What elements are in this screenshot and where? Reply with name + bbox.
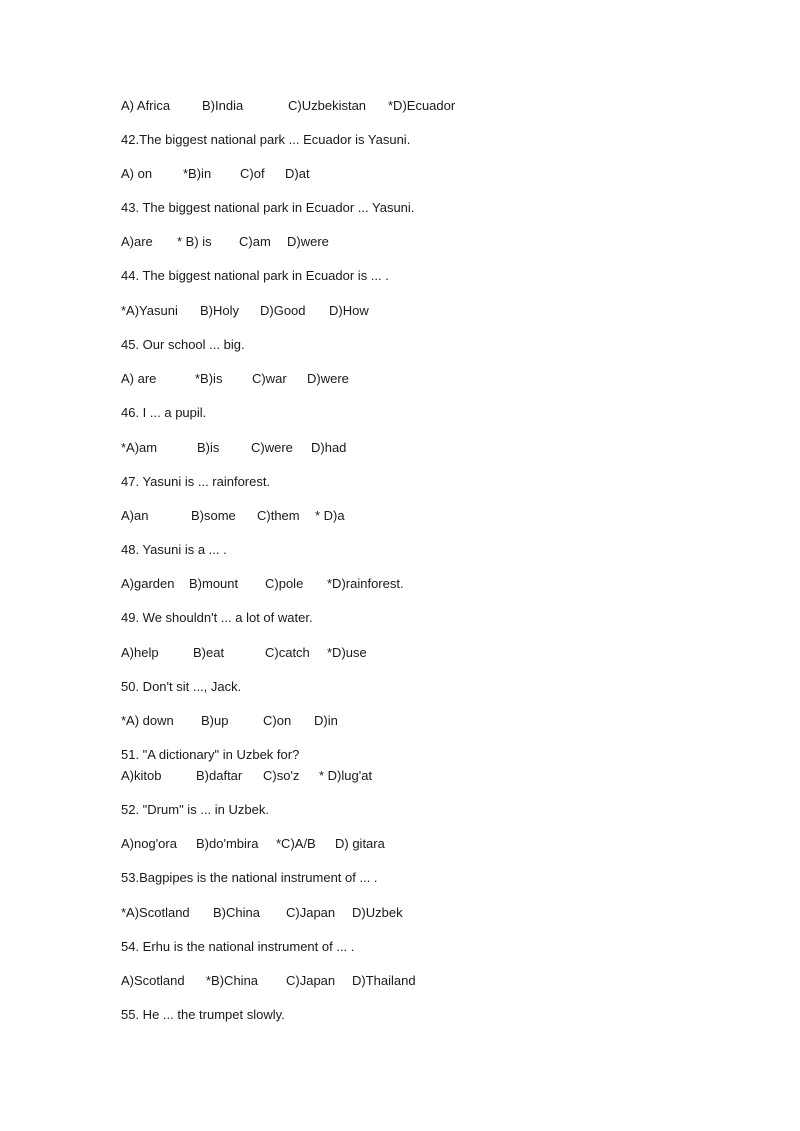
answer-option: *D)Ecuador	[388, 98, 456, 113]
answer-option: C)them	[257, 508, 300, 523]
answer-option: C)pole	[265, 576, 304, 591]
answer-option: *B)China	[206, 973, 259, 988]
answer-option: D)were	[287, 234, 329, 249]
answer-option: B)mount	[189, 576, 239, 591]
answer-option: * D)lug'at	[319, 768, 373, 783]
answer-option: A) on	[121, 166, 153, 181]
question-text: 54. Erhu is the national instrument of ... .	[121, 939, 355, 954]
answer-option: D)had	[311, 440, 347, 455]
question-text: 43. The biggest national park in Ecuador ... Yasuni.	[121, 200, 415, 215]
question-text: 53.Bagpipes is the national instrument of ... .	[121, 870, 378, 885]
answer-option: * B) is	[177, 234, 212, 249]
answer-option: *C)A/B	[276, 836, 316, 851]
answer-option: D)Uzbek	[352, 905, 403, 920]
answer-option: C)Uzbekistan	[288, 98, 367, 113]
answer-option: B)daftar	[196, 768, 243, 783]
answer-option: B)is	[197, 440, 220, 455]
answer-option: C)Japan	[286, 905, 336, 920]
question-text: 48. Yasuni is a ... .	[121, 542, 227, 557]
answer-option: * D)a	[315, 508, 345, 523]
answer-option: D)were	[307, 371, 349, 386]
answer-option: C)were	[251, 440, 293, 455]
answer-option: B)some	[191, 508, 236, 523]
answer-option: C)Japan	[286, 973, 336, 988]
answer-option: A)Scotland	[121, 973, 185, 988]
question-text: 50. Don't sit ..., Jack.	[121, 679, 242, 694]
answer-option: *A) down	[121, 713, 174, 728]
answer-option: D)in	[314, 713, 338, 728]
answer-option: B)up	[201, 713, 229, 728]
answer-option: C)catch	[265, 645, 310, 660]
question-text: 44. The biggest national park in Ecuador is ... .	[121, 268, 389, 283]
question-text: 51. "A dictionary" in Uzbek for?	[121, 747, 300, 762]
answer-option: B)do'mbira	[196, 836, 259, 851]
answer-option: A)nog'ora	[121, 836, 177, 851]
answer-option: C)on	[263, 713, 292, 728]
question-text: 46. I ... a pupil.	[121, 405, 207, 420]
answer-option: A)help	[121, 645, 159, 660]
question-text: 49. We shouldn't ... a lot of water.	[121, 610, 313, 625]
answer-option: *A)Yasuni	[121, 303, 178, 318]
answer-option: B)India	[202, 98, 244, 113]
answer-option: C)am	[239, 234, 271, 249]
answer-option: *B)in	[183, 166, 212, 181]
question-text: 52. "Drum" is ... in Uzbek.	[121, 802, 269, 817]
answer-option: B)Holy	[200, 303, 240, 318]
answer-option: C)of	[240, 166, 265, 181]
answer-option: *A)Scotland	[121, 905, 190, 920]
answer-option: D)Good	[260, 303, 306, 318]
answer-option: D) gitara	[335, 836, 385, 851]
answer-option: A)an	[121, 508, 149, 523]
answer-option: *D)use	[327, 645, 367, 660]
answer-option: D)How	[329, 303, 369, 318]
answer-option: D)Thailand	[352, 973, 416, 988]
question-text: 45. Our school ... big.	[121, 337, 245, 352]
question-text: 42.The biggest national park ... Ecuador is Yasuni.	[121, 132, 411, 147]
answer-option: C)so'z	[263, 768, 300, 783]
answer-option: C)war	[252, 371, 287, 386]
question-text: 47. Yasuni is ... rainforest.	[121, 474, 271, 489]
question-text: 55. He ... the trumpet slowly.	[121, 1007, 285, 1022]
answer-option: A) are	[121, 371, 157, 386]
answer-option: D)at	[285, 166, 310, 181]
answer-option: *A)am	[121, 440, 158, 455]
answer-option: A)kitob	[121, 768, 162, 783]
answer-option: B)China	[213, 905, 260, 920]
answer-option: *B)is	[195, 371, 223, 386]
answer-option: B)eat	[193, 645, 225, 660]
answer-option: A)are	[121, 234, 153, 249]
answer-option: *D)rainforest.	[327, 576, 404, 591]
answer-option: A)garden	[121, 576, 175, 591]
answer-option: A) Africa	[121, 98, 171, 113]
